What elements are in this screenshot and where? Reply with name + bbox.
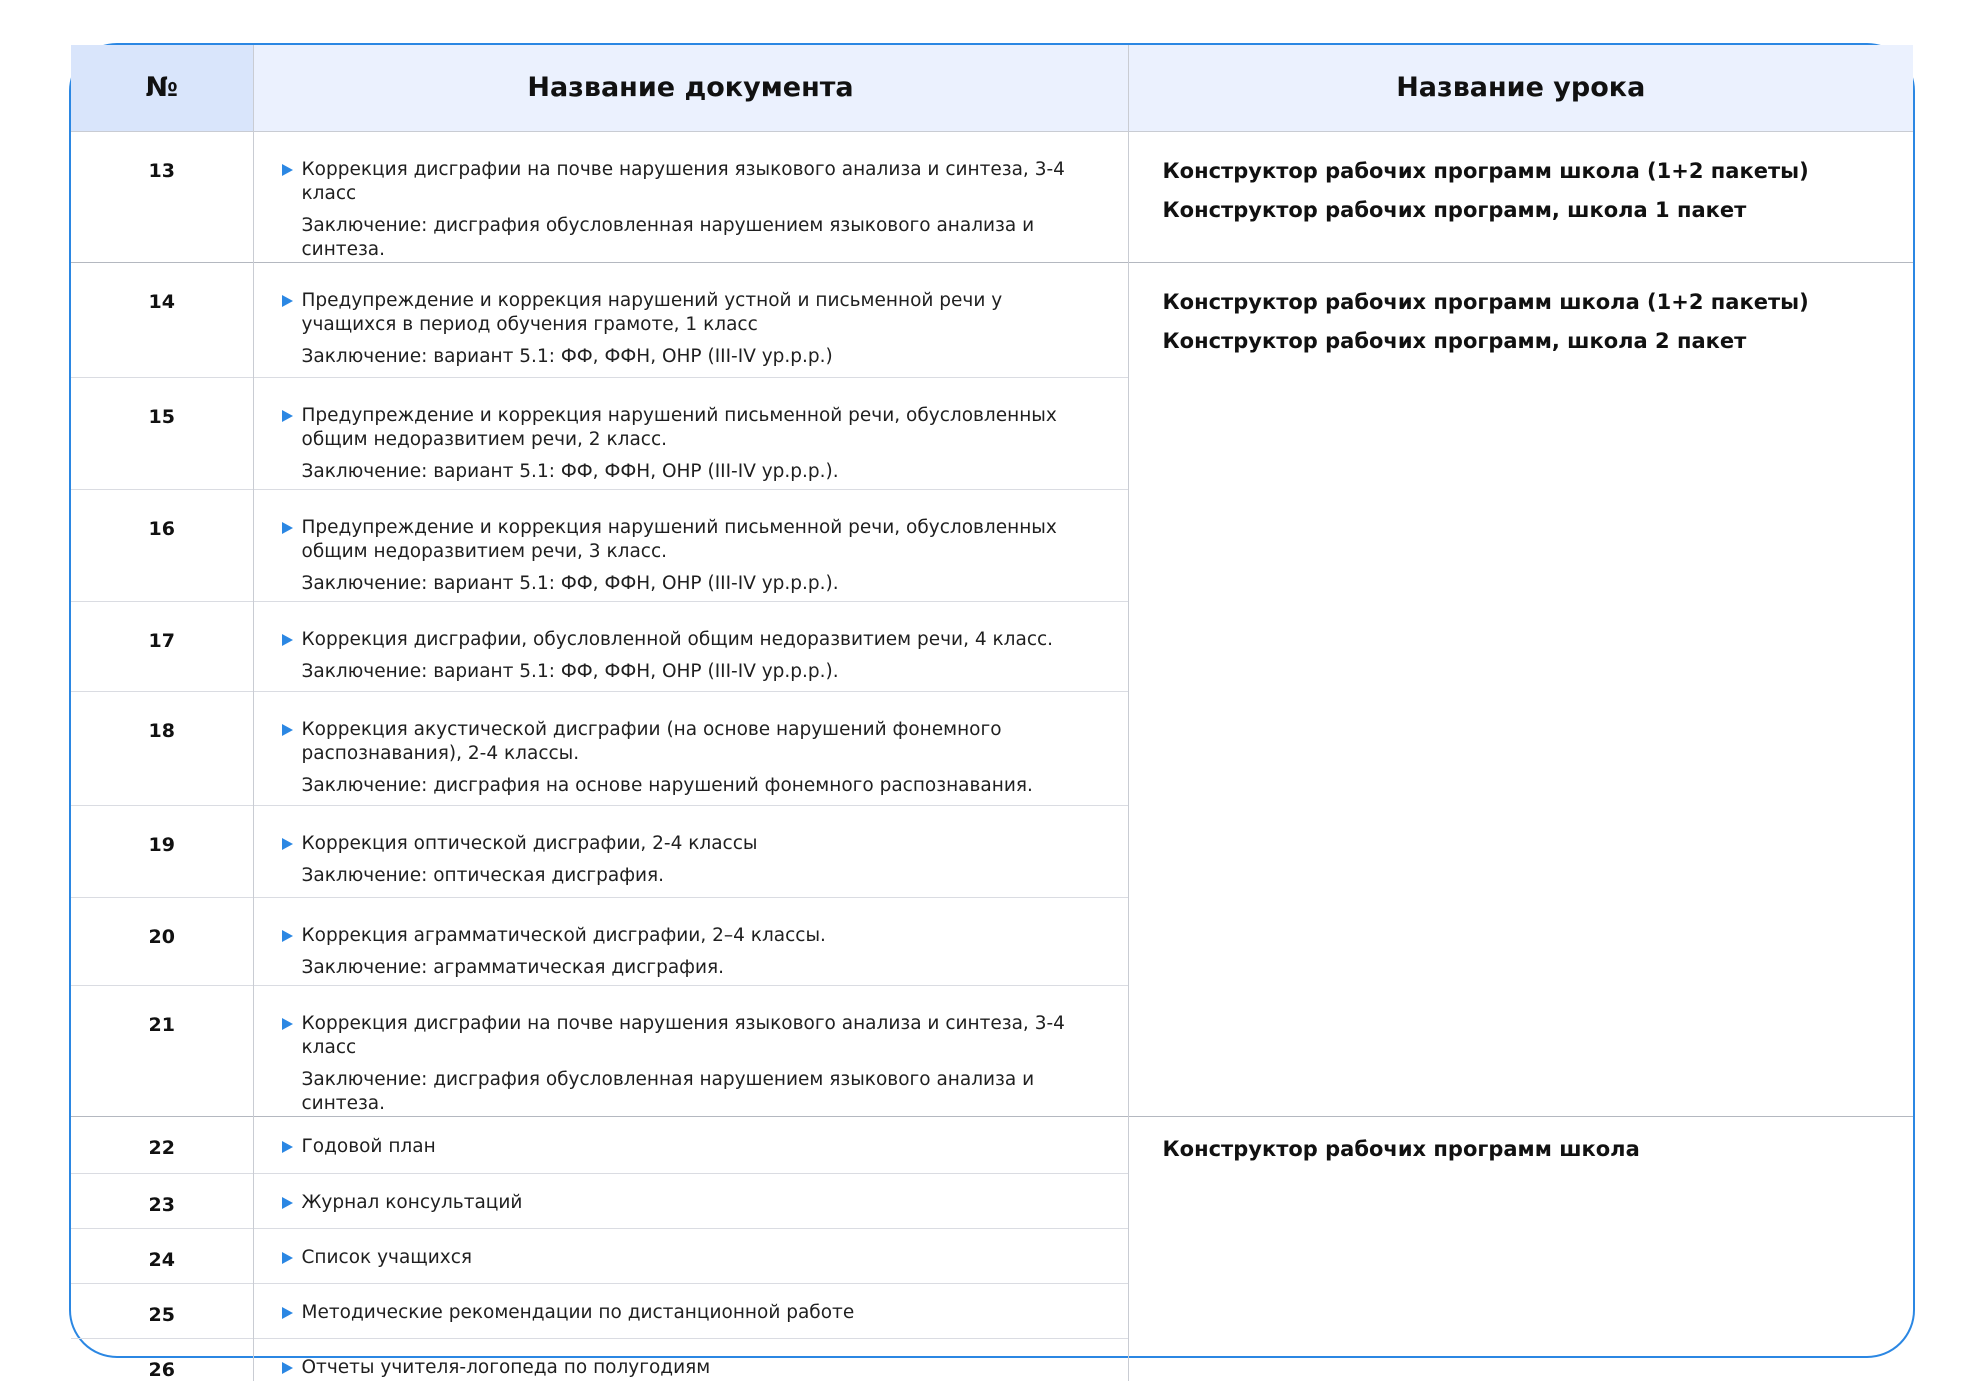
row-number: 23 xyxy=(71,1173,253,1228)
row-number: 24 xyxy=(71,1228,253,1283)
triangle-bullet-icon xyxy=(282,930,293,942)
document-cell xyxy=(253,262,1128,377)
triangle-bullet-icon xyxy=(282,410,293,422)
document-link[interactable]: Коррекция аграмматической дисграфии, 2–4 классы. xyxy=(282,924,1098,948)
document-cell xyxy=(253,1116,1128,1173)
lesson-name: Конструктор рабочих программ школа (1+2 пакеты) xyxy=(1162,289,1809,314)
row-number: 18 xyxy=(71,691,253,805)
header-number: № xyxy=(71,45,253,131)
triangle-bullet-icon xyxy=(282,1141,293,1153)
document-conclusion: Заключение: дисграфия обусловленная нарушением языкового анализа и синтеза. xyxy=(301,1068,1035,1114)
documents-table-frame xyxy=(69,43,1915,1381)
document-cell xyxy=(253,131,1128,262)
lesson-cell xyxy=(1128,262,1913,1116)
document-link[interactable]: Список учащихся xyxy=(282,1246,1098,1270)
document-cell xyxy=(253,1173,1128,1228)
document-link[interactable]: Предупреждение и коррекция нарушений устной и письменной речи у учащихся в период обучения грамоте, 1 класс xyxy=(282,289,1098,337)
triangle-bullet-icon xyxy=(282,522,293,534)
row-number: 26 xyxy=(71,1338,253,1381)
document-link[interactable]: Предупреждение и коррекция нарушений письменной речи, обусловленных общим недоразвитием речи, 3 класс. xyxy=(282,516,1098,564)
document-link[interactable]: Коррекция дисграфии, обусловленной общим недоразвитием речи, 4 класс. xyxy=(282,628,1098,652)
document-cell xyxy=(253,377,1128,489)
table-row xyxy=(71,262,1913,377)
document-cell xyxy=(253,691,1128,805)
triangle-bullet-icon xyxy=(282,295,293,307)
table-header-row xyxy=(71,45,1913,131)
document-conclusion: Заключение: дисграфия на основе нарушений фонемного распознавания. xyxy=(301,774,1033,796)
document-cell xyxy=(253,601,1128,691)
document-conclusion: Заключение: вариант 5.1: ФФ, ФФН, ОНР (III-IV ур.р.р.). xyxy=(301,572,839,594)
document-conclusion: Заключение: вариант 5.1: ФФ, ФФН, ОНР (III-IV ур.р.р.). xyxy=(301,460,839,482)
triangle-bullet-icon xyxy=(282,1252,293,1264)
document-link[interactable]: Годовой план xyxy=(282,1135,1098,1159)
document-link[interactable]: Отчеты учителя-логопеда по полугодиям xyxy=(282,1356,1098,1380)
document-cell xyxy=(253,805,1128,897)
table-row xyxy=(71,131,1913,262)
lesson-name: Конструктор рабочих программ школа (1+2 пакеты) xyxy=(1162,158,1809,183)
row-number: 14 xyxy=(71,262,253,377)
documents-table xyxy=(71,45,1913,1381)
triangle-bullet-icon xyxy=(282,838,293,850)
document-conclusion: Заключение: вариант 5.1: ФФ, ФФН, ОНР (III-IV ур.р.р.). xyxy=(301,660,839,682)
document-conclusion: Заключение: дисграфия обусловленная нарушением языкового анализа и синтеза. xyxy=(301,214,1035,260)
document-link[interactable]: Коррекция дисграфии на почве нарушения языкового анализа и синтеза, 3-4 класс xyxy=(282,158,1098,206)
document-cell xyxy=(253,1228,1128,1283)
document-link[interactable]: Предупреждение и коррекция нарушений письменной речи, обусловленных общим недоразвитием речи, 2 класс. xyxy=(282,404,1098,452)
header-document-name: Название документа xyxy=(253,45,1128,131)
row-number: 21 xyxy=(71,985,253,1116)
triangle-bullet-icon xyxy=(282,1362,293,1374)
document-conclusion: Заключение: вариант 5.1: ФФ, ФФН, ОНР (III-IV ур.р.р.) xyxy=(301,345,833,367)
document-link[interactable]: Коррекция дисграфии на почве нарушения языкового анализа и синтеза, 3-4 класс xyxy=(282,1012,1098,1060)
document-link[interactable]: Коррекция акустической дисграфии (на основе нарушений фонемного распознавания), 2-4 классы. xyxy=(282,718,1098,766)
document-link[interactable]: Методические рекомендации по дистанционной работе xyxy=(282,1301,1098,1325)
document-cell xyxy=(253,489,1128,601)
triangle-bullet-icon xyxy=(282,634,293,646)
triangle-bullet-icon xyxy=(282,724,293,736)
row-number: 16 xyxy=(71,489,253,601)
document-cell xyxy=(253,897,1128,985)
document-link[interactable]: Журнал консультаций xyxy=(282,1191,1098,1215)
triangle-bullet-icon xyxy=(282,1197,293,1209)
document-conclusion: Заключение: оптическая дисграфия. xyxy=(301,864,665,886)
document-cell xyxy=(253,985,1128,1116)
lesson-cell xyxy=(1128,1116,1913,1381)
row-number: 25 xyxy=(71,1283,253,1338)
lesson-name: Конструктор рабочих программ школа xyxy=(1162,1136,1640,1161)
row-number: 17 xyxy=(71,601,253,691)
table-row xyxy=(71,1116,1913,1173)
triangle-bullet-icon xyxy=(282,1018,293,1030)
header-lesson-name: Название урока xyxy=(1128,45,1913,131)
document-cell xyxy=(253,1338,1128,1381)
row-number: 13 xyxy=(148,159,175,182)
row-number: 19 xyxy=(71,805,253,897)
row-number: 22 xyxy=(71,1116,253,1173)
lesson-name: Конструктор рабочих программ, школа 1 пакет xyxy=(1162,197,1747,222)
lesson-name: Конструктор рабочих программ, школа 2 пакет xyxy=(1162,328,1747,353)
lesson-cell xyxy=(1128,131,1913,262)
row-number: 20 xyxy=(71,897,253,985)
triangle-bullet-icon xyxy=(282,164,293,176)
document-cell xyxy=(253,1283,1128,1338)
document-link[interactable]: Коррекция оптической дисграфии, 2-4 классы xyxy=(282,832,1098,856)
row-number: 15 xyxy=(71,377,253,489)
document-conclusion: Заключение: аграмматическая дисграфия. xyxy=(301,956,725,978)
triangle-bullet-icon xyxy=(282,1307,293,1319)
